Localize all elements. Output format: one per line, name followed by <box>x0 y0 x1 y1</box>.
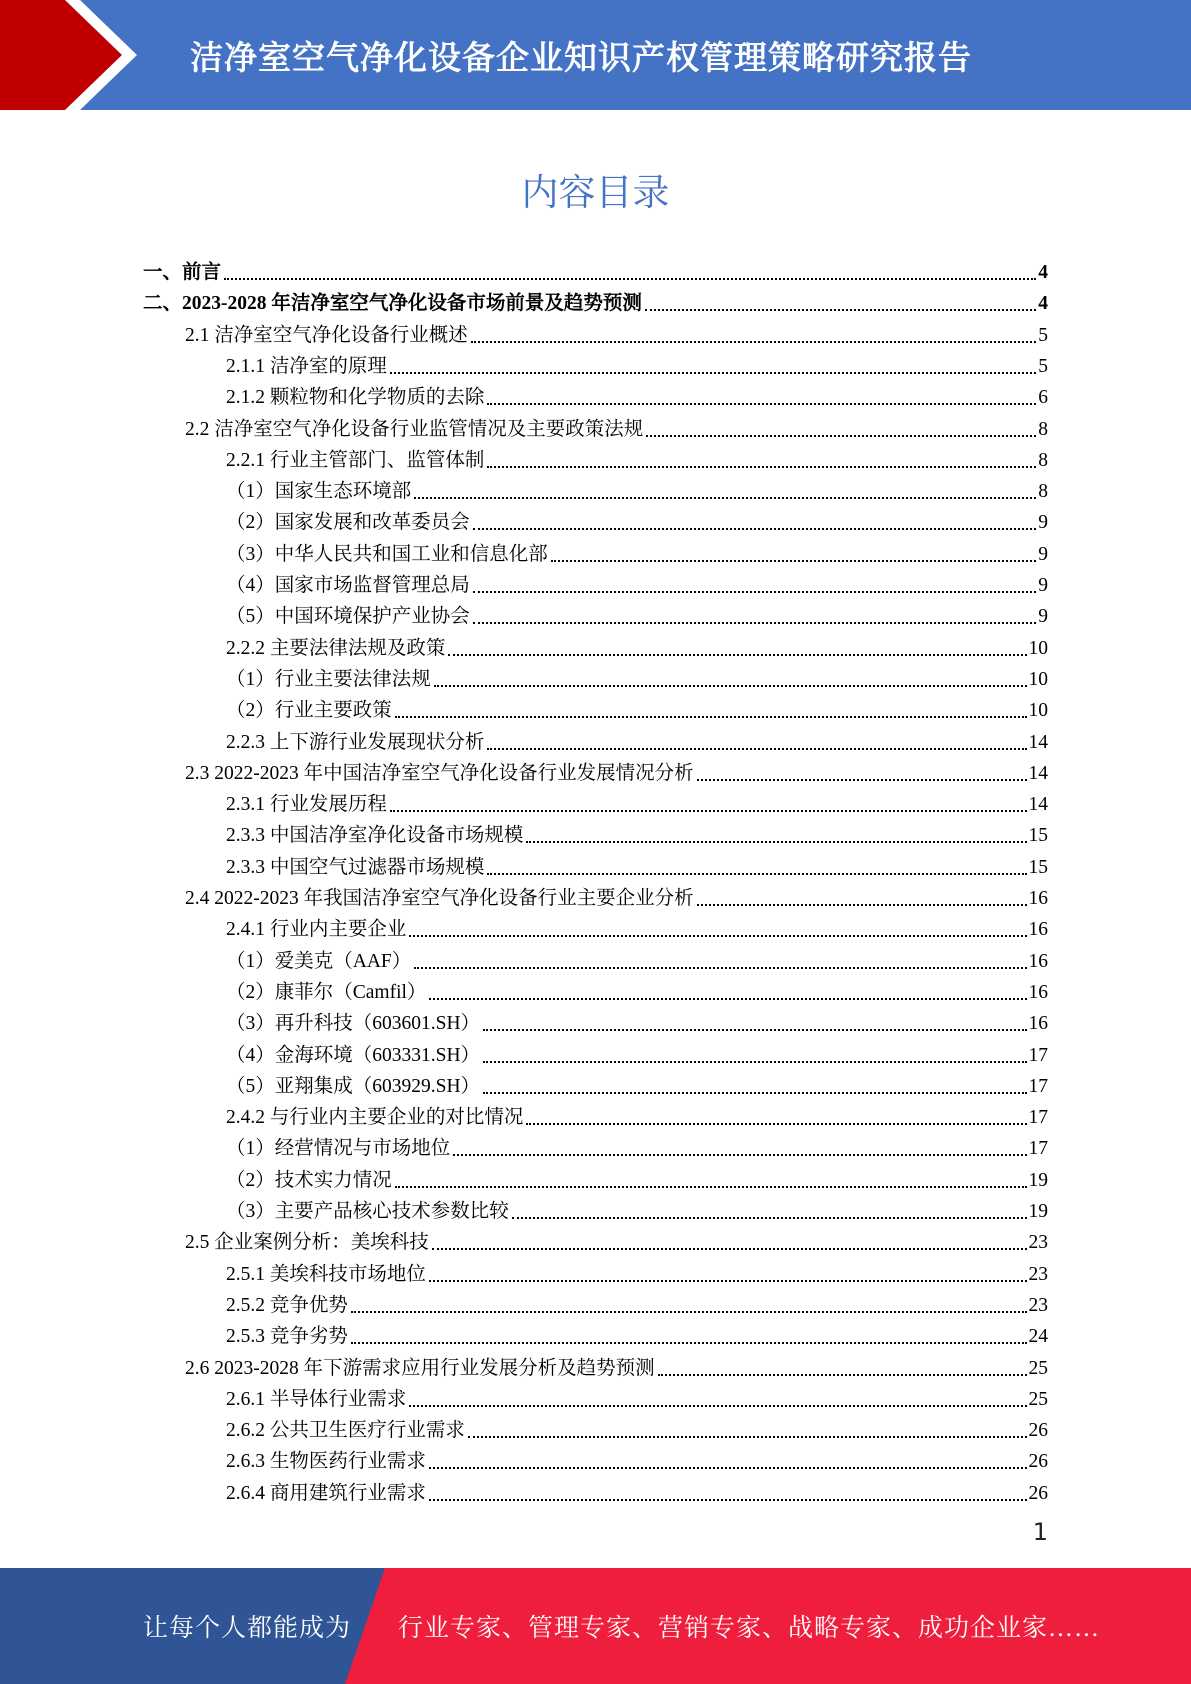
toc-entry-label: （5）亚翔集成（603929.SH） <box>226 1075 481 1097</box>
toc-dot-leader <box>468 1436 1027 1438</box>
toc-entry[interactable] <box>226 1037 1048 1068</box>
toc-entry-label: （2）国家发展和改革委员会 <box>226 512 470 534</box>
toc-entry-label: （2）技术实力情况 <box>226 1169 392 1191</box>
toc-entry[interactable] <box>226 348 1048 379</box>
page-number: 1 <box>1032 1518 1048 1546</box>
toc-entry-page: 19 <box>1028 1201 1048 1222</box>
toc-entry[interactable] <box>226 911 1048 942</box>
toc-dot-leader <box>390 372 1036 374</box>
toc-dot-leader <box>434 685 1027 687</box>
toc-entry-label: 2.3.1 行业发展历程 <box>226 794 387 816</box>
toc-dot-leader <box>487 873 1026 875</box>
toc-entry-page: 8 <box>1038 418 1048 440</box>
toc-entry[interactable] <box>185 1350 1048 1381</box>
toc-entry-label: （1）国家生态环境部 <box>226 481 412 503</box>
toc-entry[interactable] <box>226 379 1048 410</box>
toc-entry[interactable] <box>226 1005 1048 1036</box>
header-arrow-icon <box>0 0 160 110</box>
toc-entry-label: 2.1.2 颗粒物和化学物质的去除 <box>226 387 485 409</box>
toc-dot-leader <box>483 1029 1026 1031</box>
toc-dot-leader <box>487 748 1026 750</box>
toc-entry-label: 2.6.1 半导体行业需求 <box>226 1388 407 1410</box>
toc-entry-label: 2.5.3 竞争劣势 <box>226 1326 348 1348</box>
toc-dot-leader <box>487 466 1036 468</box>
toc-dot-leader <box>471 341 1036 343</box>
toc-dot-leader <box>645 309 1036 311</box>
toc-entry-page: 8 <box>1038 481 1048 503</box>
toc-dot-leader <box>351 1311 1027 1313</box>
toc-entry-label: 2.4.2 与行业内主要企业的对比情况 <box>226 1107 524 1129</box>
toc-entry-page: 5 <box>1038 355 1048 377</box>
toc-dot-leader <box>414 967 1026 969</box>
toc-entry-page: 17 <box>1028 1107 1048 1129</box>
toc-entry-label: 2.5.1 美埃科技市场地位 <box>226 1263 426 1285</box>
toc-dot-leader <box>432 1248 1027 1250</box>
toc-entry-label: 2.4.1 行业内主要企业 <box>226 919 407 941</box>
toc-entry-page: 19 <box>1028 1169 1048 1191</box>
toc-entry-page: 16 <box>1028 981 1048 1003</box>
toc-dot-leader <box>473 622 1036 624</box>
toc-entry[interactable] <box>143 285 1048 316</box>
toc-entry-page: 25 <box>1028 1357 1048 1379</box>
toc-entry-label: 2.2.2 主要法律法规及政策 <box>226 637 446 659</box>
toc-entry-label: 2.3.3 中国洁净室净化设备市场规模 <box>226 825 524 847</box>
toc-entry-page: 26 <box>1028 1420 1048 1442</box>
toc-entry-page: 15 <box>1028 856 1048 878</box>
toc-entry[interactable] <box>226 817 1048 848</box>
toc-entry-page: 9 <box>1038 512 1048 534</box>
toc-entry-page: 8 <box>1038 449 1048 471</box>
toc-entry[interactable] <box>226 1162 1048 1193</box>
toc-heading: 内容目录 <box>521 171 670 214</box>
toc-entry-page: 10 <box>1028 700 1048 722</box>
toc-entry-page: 16 <box>1028 888 1048 909</box>
toc-entry-label: 2.3 2022-2023 年中国洁净室空气净化设备行业发展情况分析 <box>185 762 694 784</box>
toc-entry-label: （4）金海环境（603331.SH） <box>226 1044 481 1066</box>
toc-entry-label: 2.6 2023-2028 年下游需求应用行业发展分析及趋势预测 <box>185 1357 655 1379</box>
toc-dot-leader <box>483 1092 1026 1094</box>
toc-dot-leader <box>487 403 1036 405</box>
toc-dot-leader <box>697 779 1027 781</box>
toc-entry[interactable] <box>226 661 1048 692</box>
toc-entry-label: 2.2.1 行业主管部门、监管体制 <box>226 449 485 471</box>
toc-entry-page: 23 <box>1028 1294 1048 1316</box>
toc-entry-label: （1）行业主要法律法规 <box>226 668 431 690</box>
footer-band <box>0 1568 1191 1684</box>
toc-entry-label: （2）行业主要政策 <box>226 700 392 722</box>
toc-entry[interactable] <box>226 536 1048 567</box>
toc-entry-label: 2.1 洁净室空气净化设备行业概述 <box>185 324 468 346</box>
toc-entry-page: 15 <box>1028 825 1048 847</box>
toc-entry-page: 9 <box>1038 543 1048 565</box>
toc-entry-label: （5）中国环境保护产业协会 <box>226 606 470 628</box>
toc-dot-leader <box>429 1499 1027 1501</box>
toc-entry[interactable] <box>185 880 1048 911</box>
toc-entry-label: 2.2 洁净室空气净化设备行业监管情况及主要政策法规 <box>185 418 644 440</box>
toc-dot-leader <box>409 1405 1026 1407</box>
toc-dot-leader <box>429 1280 1027 1282</box>
toc-entry-label: 2.6.2 公共卫生医疗行业需求 <box>226 1420 465 1442</box>
toc-entry-label: 2.6.3 生物医药行业需求 <box>226 1451 426 1473</box>
toc-entry[interactable] <box>226 849 1048 880</box>
toc-entry-page: 10 <box>1028 637 1048 659</box>
toc-entry-label: 2.6.4 商用建筑行业需求 <box>226 1482 426 1504</box>
footer-slogan-left: 让每个人都能成为 <box>143 1615 352 1642</box>
toc-entry[interactable] <box>226 1381 1048 1412</box>
toc-dot-leader <box>512 1217 1027 1219</box>
toc-entry[interactable] <box>226 1099 1048 1130</box>
toc-entry-label: （3）中华人民共和国工业和信息化部 <box>226 543 548 565</box>
toc-entry[interactable] <box>226 473 1048 504</box>
toc-entry-label: （2）康菲尔（Camfil） <box>226 981 427 1003</box>
toc-entry-label: 2.5 企业案例分析：美埃科技 <box>185 1232 429 1254</box>
toc-entry-label: 2.1.1 洁净室的原理 <box>226 355 387 377</box>
toc-entry-page: 26 <box>1028 1482 1048 1504</box>
toc-entry-label: 2.3.3 中国空气过滤器市场规模 <box>226 856 485 878</box>
toc-dot-leader <box>414 497 1036 499</box>
toc-entry[interactable] <box>226 1318 1048 1349</box>
toc-dot-leader <box>453 1154 1026 1156</box>
toc-entry-label: （1）爱美克（AAF） <box>226 950 412 972</box>
toc-dot-leader <box>429 998 1026 1000</box>
toc-dot-leader <box>473 528 1036 530</box>
toc-entry[interactable] <box>226 1068 1048 1099</box>
toc-entry[interactable] <box>226 630 1048 661</box>
toc-entry[interactable] <box>226 1256 1048 1287</box>
header-band <box>0 0 1191 110</box>
toc-entry-page: 23 <box>1028 1263 1048 1285</box>
toc-entry-page: 25 <box>1028 1388 1048 1410</box>
toc-entry-label: （3）再升科技（603601.SH） <box>226 1013 481 1035</box>
toc-dot-leader <box>390 810 1027 812</box>
toc-dot-leader <box>658 1374 1027 1376</box>
toc-entry[interactable] <box>185 1224 1048 1255</box>
toc-dot-leader <box>551 560 1036 562</box>
toc-entry[interactable] <box>226 786 1048 817</box>
toc-dot-leader <box>395 716 1027 718</box>
report-title: 洁净室空气净化设备企业知识产权管理策略研究报告 <box>190 37 972 77</box>
toc-dot-leader <box>395 1186 1027 1188</box>
toc-entry-page: 17 <box>1028 1075 1048 1097</box>
toc-entry[interactable] <box>226 567 1048 598</box>
toc-entry[interactable] <box>226 692 1048 723</box>
toc-entry-label: 2.4 2022-2023 年我国洁净室空气净化设备行业主要企业分析 <box>185 888 694 909</box>
toc-dot-leader <box>429 1467 1027 1469</box>
toc-dot-leader <box>351 1342 1027 1344</box>
toc-entry[interactable] <box>226 504 1048 535</box>
toc-entry[interactable] <box>226 1475 1048 1506</box>
toc-entry[interactable] <box>143 254 1048 285</box>
toc-entry-page: 16 <box>1028 1013 1048 1035</box>
toc-entry-label: 2.5.2 竞争优势 <box>226 1294 348 1316</box>
toc-entry-label: （4）国家市场监督管理总局 <box>226 575 470 596</box>
toc-entry-page: 24 <box>1028 1326 1048 1348</box>
toc-entry-page: 26 <box>1028 1451 1048 1473</box>
toc-entry-page: 9 <box>1038 575 1048 596</box>
toc-entry-page: 4 <box>1038 293 1048 315</box>
toc-entry-label: 一、前言 <box>143 262 222 283</box>
toc-entry-label: （1）经营情况与市场地位 <box>226 1138 451 1160</box>
toc-entry-page: 5 <box>1038 324 1048 346</box>
toc-entry-page: 10 <box>1028 668 1048 690</box>
toc-entry-label: （3）主要产品核心技术参数比较 <box>226 1201 509 1222</box>
toc-entry[interactable] <box>226 1130 1048 1161</box>
toc-entry[interactable] <box>226 598 1048 629</box>
toc-dot-leader <box>526 1123 1026 1125</box>
toc-entry-page: 4 <box>1038 262 1048 283</box>
toc-entry[interactable] <box>185 755 1048 786</box>
toc-dot-leader <box>224 278 1036 280</box>
toc-dot-leader <box>526 841 1026 843</box>
toc-entry-page: 16 <box>1028 919 1048 941</box>
toc-entry-page: 14 <box>1028 794 1048 816</box>
toc-entry[interactable] <box>226 1287 1048 1318</box>
footer-slogan-right: 行业专家、管理专家、营销专家、战略专家、成功企业家…… <box>398 1615 1101 1642</box>
toc-entry-page: 23 <box>1028 1232 1048 1254</box>
toc-entry[interactable] <box>226 1193 1048 1224</box>
toc-entry[interactable] <box>226 974 1048 1005</box>
toc-dot-leader <box>483 1061 1026 1063</box>
toc-dot-leader <box>448 654 1026 656</box>
toc-entry-page: 16 <box>1028 950 1048 972</box>
toc-entry-page: 17 <box>1028 1044 1048 1066</box>
toc-entry-page: 17 <box>1028 1138 1048 1160</box>
toc-entry[interactable] <box>185 411 1048 442</box>
toc-entry[interactable] <box>226 442 1048 473</box>
toc-entry-page: 9 <box>1038 606 1048 628</box>
toc-entry[interactable] <box>226 724 1048 755</box>
toc-entry-label: 2.2.3 上下游行业发展现状分析 <box>226 731 485 753</box>
toc-dot-leader <box>409 935 1026 937</box>
toc-dot-leader <box>697 904 1027 906</box>
toc-entry[interactable] <box>226 1412 1048 1443</box>
toc-entry-page: 14 <box>1028 762 1048 784</box>
toc-dot-leader <box>646 435 1036 437</box>
toc-dot-leader <box>473 591 1036 593</box>
toc-entry-page: 6 <box>1038 387 1048 409</box>
toc-entry-page: 14 <box>1028 731 1048 753</box>
toc-entry-label: 二、2023-2028 年洁净室空气净化设备市场前景及趋势预测 <box>143 293 642 315</box>
toc-entry[interactable] <box>226 943 1048 974</box>
toc-entry[interactable] <box>226 1443 1048 1474</box>
toc-entry[interactable] <box>185 317 1048 348</box>
